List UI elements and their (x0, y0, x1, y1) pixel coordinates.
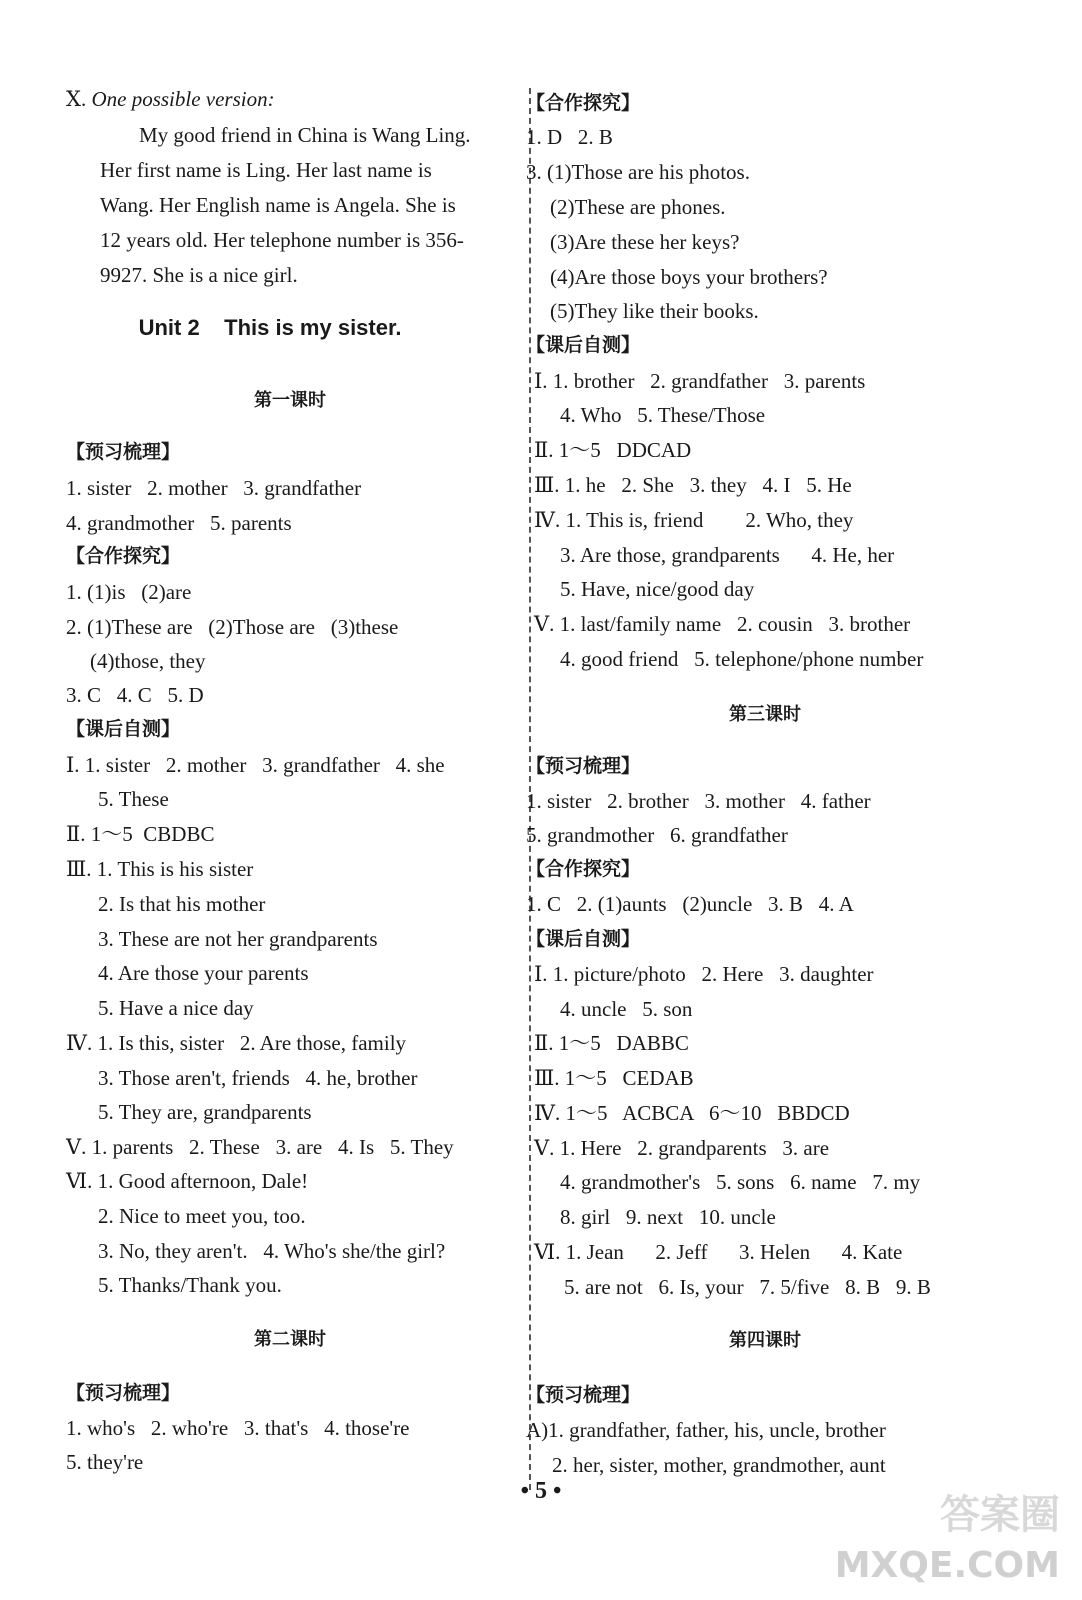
answer-line: 5. They are, grandparents (98, 1100, 312, 1124)
answer-line: Ⅰ. 1. picture/photo 2. Here 3. daughter (534, 962, 874, 986)
answer-line: 3. C 4. C 5. D (66, 683, 204, 707)
lesson-heading: 第四课时 (729, 1330, 801, 1351)
answer-line: 4. grandmother's 5. sons 6. name 7. my (560, 1170, 921, 1194)
answer-line: 2. her, sister, mother, grandmother, aunt (552, 1453, 886, 1477)
answer-line: Ⅵ. 1. Jean 2. Jeff 3. Helen 4. Kate (534, 1240, 903, 1264)
answer-line: Ⅲ. 1. he 2. She 3. they 4. I 5. He (534, 473, 852, 497)
section-heading: 【预习梳理】 (66, 1382, 181, 1404)
answer-line: 5. Have a nice day (98, 996, 254, 1020)
answer-line: 5. are not 6. Is, your 7. 5/five 8. B 9. B (564, 1275, 931, 1299)
answer-line: Ⅳ. 1. This is, friend 2. Who, they (534, 508, 854, 532)
answer-line: 1. C 2. (1)aunts (2)uncle 3. B 4. A (526, 892, 854, 916)
answer-line: Ⅰ. 1. brother 2. grandfather 3. parents (534, 369, 866, 393)
answer-line: 3. Those aren't, friends 4. he, brother (98, 1066, 418, 1090)
answer-line: Ⅴ. 1. Here 2. grandparents 3. are (534, 1136, 830, 1160)
answer-line: 8. girl 9. next 10. uncle (560, 1205, 776, 1229)
answer-line: Ⅱ. 1～5 DDCAD (534, 438, 692, 462)
answer-line: 3. (1)Those are his photos. (526, 160, 750, 184)
essay-line: 9927. She is a nice girl. (100, 263, 298, 287)
answer-line: (4)Are those boys your brothers? (550, 265, 828, 289)
answer-line: 5. These (98, 787, 169, 811)
section-heading: 【预习梳理】 (66, 441, 181, 463)
answer-line: (5)They like their books. (550, 299, 759, 323)
answer-line: 2. Nice to meet you, too. (98, 1204, 306, 1228)
answer-line: Ⅳ. 1～5 ACBCA 6～10 BBDCD (534, 1101, 850, 1125)
watermark-logo: 答案圈 (940, 1492, 1060, 1538)
answer-line: 3. Are those, grandparents 4. He, her (560, 543, 895, 567)
section-number: Ⅹ. (66, 87, 92, 111)
answer-line: Ⅳ. 1. Is this, sister 2. Are those, family (66, 1031, 407, 1055)
answer-line: Ⅴ. 1. parents 2. These 3. are 4. Is 5. They (66, 1135, 454, 1159)
answer-line: 1. sister 2. brother 3. mother 4. father (526, 789, 871, 813)
section-heading: 【合作探究】 (526, 858, 641, 880)
section-heading: 【课后自测】 (526, 334, 641, 356)
essay-line: My good friend in China is Wang Ling. (139, 123, 471, 147)
answer-line: (2)These are phones. (550, 195, 726, 219)
page-number: • 5 • (520, 1478, 562, 1504)
section-heading: 【预习梳理】 (526, 1384, 641, 1406)
answer-line: Ⅲ. 1～5 CEDAB (534, 1066, 694, 1090)
answer-line: Ⅱ. 1～5 CBDBC (66, 822, 215, 846)
answer-line: 4. grandmother 5. parents (66, 511, 292, 535)
answer-line: 4. Who 5. These/Those (560, 403, 766, 427)
section-heading: 【课后自测】 (526, 928, 641, 950)
answer-line: 5. Have, nice/good day (560, 577, 755, 601)
answer-line: 5. they're (66, 1450, 144, 1474)
answer-line: Ⅵ. 1. Good afternoon, Dale! (66, 1169, 309, 1193)
answer-line: Ⅰ. 1. sister 2. mother 3. grandfather 4. she (66, 753, 445, 777)
section-x-label: One possible version: (91, 87, 275, 111)
answer-line: 2. Is that his mother (98, 892, 266, 916)
answer-line: Ⅴ. 1. last/family name 2. cousin 3. brother (534, 612, 911, 636)
unit-title: Unit 2 This is my sister. (138, 315, 402, 340)
section-heading: 【合作探究】 (526, 92, 641, 114)
answer-line: (4)those, they (90, 649, 206, 673)
answer-line: 5. Thanks/Thank you. (98, 1273, 282, 1297)
answer-line: 2. (1)These are (2)Those are (3)these (66, 615, 399, 639)
answer-line: 5. grandmother 6. grandfather (526, 823, 788, 847)
section-heading: 【预习梳理】 (526, 755, 641, 777)
section-heading: 【课后自测】 (66, 718, 181, 740)
answer-line: Ⅱ. 1～5 DABBC (534, 1031, 689, 1055)
lesson-heading: 第二课时 (254, 1329, 326, 1350)
answer-line: A)1. grandfather, father, his, uncle, brother (526, 1418, 886, 1442)
answer-line: 4. good friend 5. telephone/phone number (560, 647, 924, 671)
essay-line: Her first name is Ling. Her last name is (100, 158, 432, 182)
answer-line: (3)Are these her keys? (550, 230, 740, 254)
essay-line: Wang. Her English name is Angela. She is (100, 193, 456, 217)
answer-line: 1. sister 2. mother 3. grandfather (66, 476, 362, 500)
answer-line: 3. No, they aren't. 4. Who's she/the girl? (98, 1239, 446, 1263)
lesson-heading: 第一课时 (254, 390, 326, 411)
answer-line: 4. uncle 5. son (560, 997, 693, 1021)
answer-line: 4. Are those your parents (98, 961, 309, 985)
answer-line: 3. These are not her grandparents (98, 927, 378, 951)
essay-line: 12 years old. Her telephone number is 356- (100, 228, 464, 252)
answer-line: 1. D 2. B (526, 125, 613, 149)
answer-line: Ⅲ. 1. This is his sister (66, 857, 254, 881)
section-heading: 【合作探究】 (66, 545, 181, 567)
answer-line: 1. (1)is (2)are (66, 580, 192, 604)
section-x-heading (66, 84, 275, 114)
watermark-url: MXQE.COM (834, 1545, 1060, 1586)
answer-line: 1. who's 2. who're 3. that's 4. those're (66, 1416, 410, 1440)
lesson-heading: 第三课时 (729, 704, 801, 725)
